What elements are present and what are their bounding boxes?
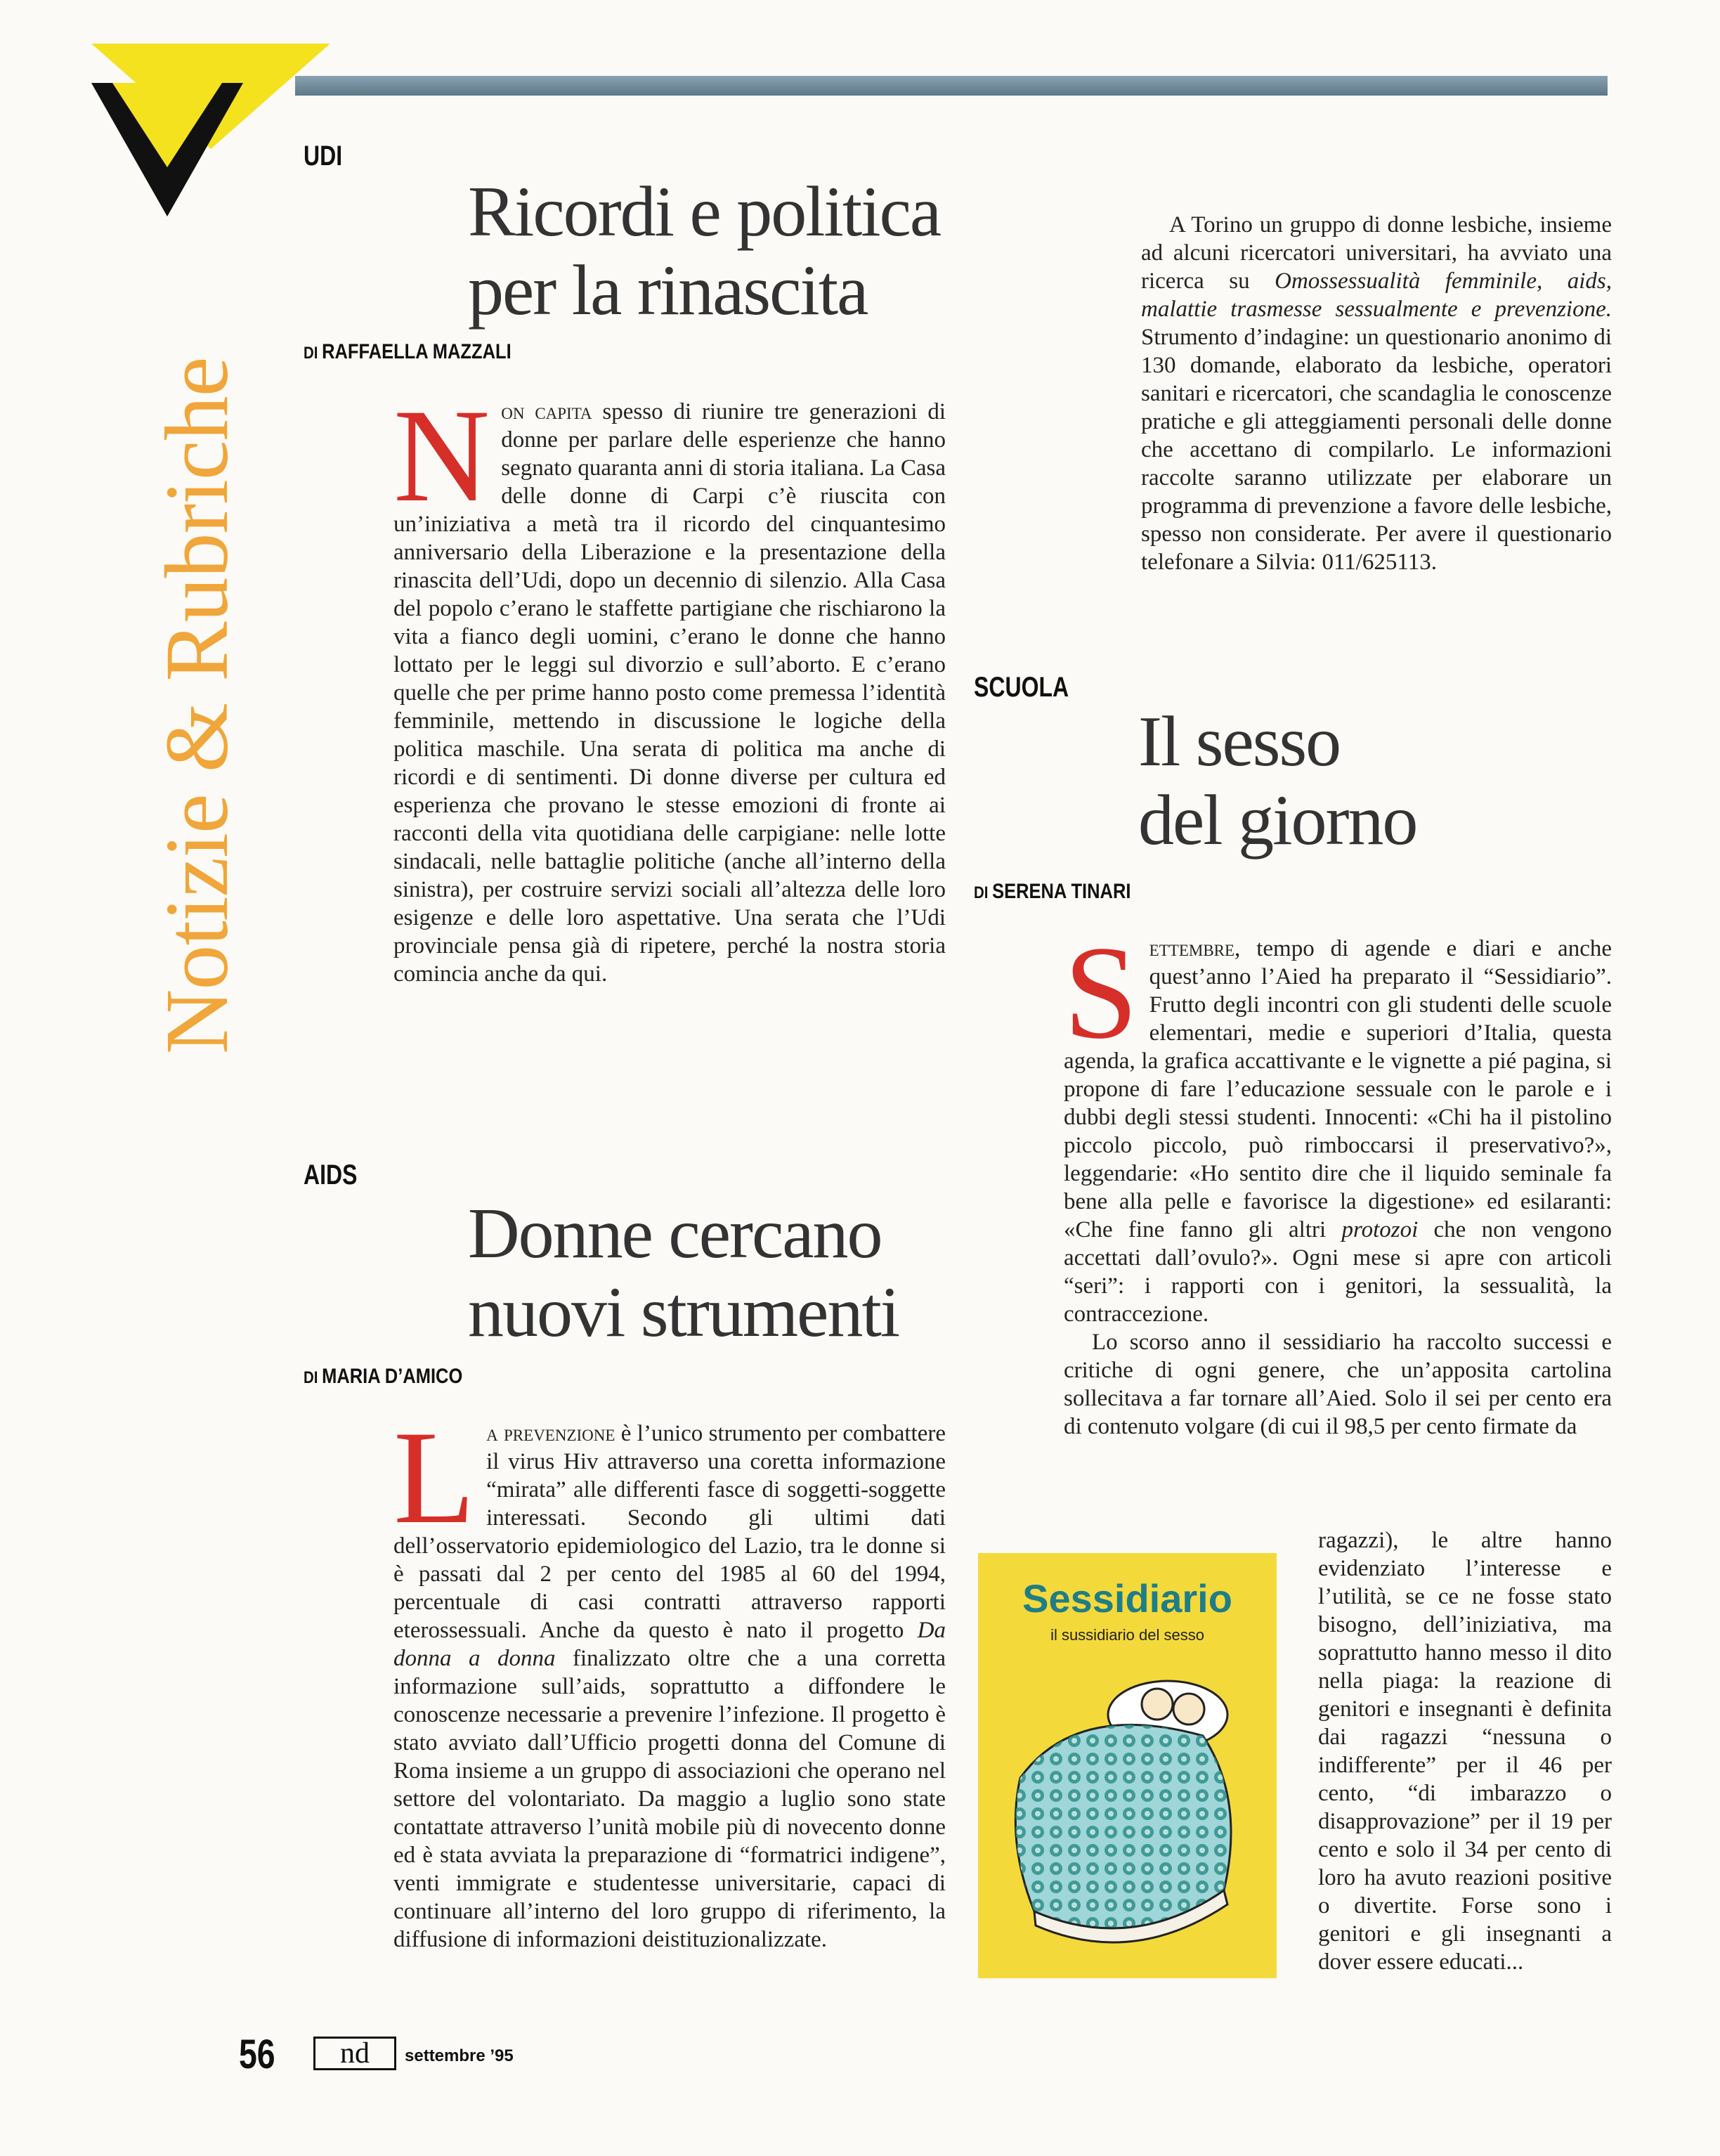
top-color-bar	[295, 76, 1608, 96]
article-body: spesso di riunire tre generazioni di donne per parlare delle esperienze che hanno segnato quaranta anni di storia italiana. La Casa delle donne di Carpi c’è riuscita con un’iniziativa a metà tra il ricordo del cinquantesimo anniversario della Liberazione e la presentazione della rinascita dell’Udi, dopo un decennio di silenzio. Alla Casa del popolo c’erano le staffette partigiane che rischiarono la vita a fianco degli uomini, c’erano le donne che hanno lottato per le leggi sul divorzio e sull’aborto. E c’erano quelle che per prime hanno posto come premessa l’identità femminile, mettendo in discussione le logiche della politica maschile. Una serata di politica ma anche di ricordi e di sentimenti. Di donne diverse per cultura ed esperienza che provano le stesse emozioni di fronte ai racconti della vita quotidiana delle carpigiane: nelle lotte sindacali, nelle battaglie politiche (anche all’interno della sinistra), per costruire servizi sociali all’altezza delle loro esigenze e delle loro aspettative. Una serata che l’Udi provinciale pensa già di ripetere, perché la nostra storia comincia anche da qui.	[393, 399, 946, 987]
article-body: tempo di agende e diari e anche quest’anno l’Aied ha preparato il “Sessidiario”. Frutto degli incontri con gli studenti delle scuole elementari, medie e superiori d’Italia, questa agenda, la grafica accattivante e le vignette a pié pagina, si propone di fare l’educazione sessuale con le parole e i dubbi degli stessi studenti. Innocenti: «Chi ha il pistolino piccolo piccolo, può rimboccarsi il preservativo?», leggendarie: «Ho sentito dire che il liquido seminale fa bene alla pelle e favorisce la digestione» ed esilaranti: «Che fine fanno gli altri	[1064, 936, 1612, 1242]
byline-prefix: DI	[304, 344, 318, 363]
article2-text-col2	[1141, 211, 1612, 576]
rubric-udi: UDI	[304, 141, 343, 171]
sessidiario-cover-image	[978, 1553, 1277, 1978]
headline-line: nuovi strumenti	[468, 1273, 899, 1352]
headline-line: per la rinascita	[468, 251, 868, 330]
byline-article2	[304, 1365, 462, 1389]
research-title: Omossessualità femminile, aids, malattie trasmesse sessualmente e prevenzione.	[1141, 268, 1612, 322]
headline-article3	[1138, 703, 1602, 860]
headline-line: Donne cercano	[468, 1194, 882, 1273]
issue-date: settembre ’95	[405, 2046, 514, 2065]
headline-line: Il sesso	[1138, 702, 1341, 781]
section-title-vertical: Notizie & Rubriche	[147, 357, 247, 1054]
rubric-scuola: SCUOLA	[974, 672, 1069, 703]
article3-text	[1064, 919, 1612, 1441]
byline-article3	[974, 880, 1131, 904]
face-shape	[1142, 1689, 1173, 1720]
cover-title: Sessidiario	[1022, 1576, 1232, 1621]
lead-in: on capita	[501, 399, 592, 424]
lead-in: ettembre,	[1149, 936, 1241, 961]
byline-prefix: DI	[974, 883, 989, 902]
blanket-pattern	[1015, 1725, 1231, 1928]
article-body: Lo scorso anno il sessidiario ha raccolto successi e critiche di ogni genere, che un’apposita cartolina sollecitava a far tornare all’Aied. Solo il sei per cento era di contenuto volgare (di cui il 98,5 per cento firmate da	[1064, 1330, 1612, 1439]
cover-subtitle: il sussidiario del sesso	[1050, 1626, 1204, 1644]
headline-line: Ricordi e politica	[468, 172, 941, 252]
headline-line: del giorno	[1138, 781, 1417, 860]
article3-text-side	[1318, 1526, 1612, 1976]
byline-author: RAFFAELLA MAZZALI	[322, 340, 512, 363]
article2-text-col1	[393, 1404, 946, 1954]
byline-author: MARIA D’AMICO	[322, 1365, 463, 1388]
byline-author: SERENA TINARI	[992, 880, 1131, 903]
byline-prefix: DI	[304, 1368, 318, 1387]
article-body: Strumento d’indagine: un questionario anonimo di 130 domande, elaborato da lesbiche, operatori sanitari e ricercatori, che scandaglia le conoscenze pratiche e gli atteggiamenti personali delle donne che accettano di compilarlo. Le informazioni raccolte saranno utilizzate per elaborare un programma di prevenzione a favore delle lesbiche, spesso non considerate. Per avere il questionario telefonare a Silvia: 011/625113.	[1141, 325, 1612, 575]
article-body: che non vengono accettati dall’ovulo?». Ogni mese si apre con articoli “seri”: i rapporti con i genitori, la sessualità, la contraccezione.	[1064, 1217, 1612, 1327]
corner-chevron-inner	[112, 83, 222, 167]
rubric-aids: AIDS	[304, 1160, 358, 1190]
headline-article1	[468, 173, 960, 330]
italic-word: protozoi	[1341, 1217, 1419, 1242]
article-body: finalizzato oltre che a una corretta informazione sull’aids, soprattutto a diffondere le conoscenze necessarie a prevenire l’infezione. Il progetto è stato avviato dall’Ufficio progetti donna del Comune di Roma insieme a un gruppo di associazioni che operano nel settore del volontariato. Da maggio a luglio sono state contattate attraverso l’unità mobile più di novecento donne ed è stata avviata la preparazione di “formatrici indigene”, venti immigrate e studentesse universitarie, capaci di continuare all’interno del loro gruppo di riferimento, la diffusione di informazioni deistituzionalizzate.	[393, 1646, 946, 1952]
article1-text	[393, 382, 946, 988]
bed-illustration	[992, 1658, 1263, 1968]
lead-in: a prevenzione	[486, 1421, 615, 1446]
dropcap: S	[1064, 919, 1138, 1067]
dropcap: N	[393, 382, 490, 530]
project-name: Da donna a donna	[393, 1618, 946, 1671]
magazine-logo: nd	[313, 2037, 396, 2070]
dropcap: L	[393, 1404, 476, 1552]
face-shape	[1173, 1694, 1204, 1725]
article-body: A Torino un gruppo di donne lesbiche, insieme ad alcuni ricercatori universitari, ha avviato una ricerca su	[1141, 212, 1612, 294]
article-body: è l’unico strumento per combattere il virus Hiv attraverso una coretta informazione “mirata” alle differenti fasce di soggetti-soggette interessati. Secondo gli ultimi dati dell’osservatorio epidemiologico del Lazio, tra le donne si è passati dal 2 per cento del 1985 al 60 del 1994, percentuale di casi contratti attraverso rapporti eterossessuali. Anche da questo è nato il progetto	[393, 1421, 946, 1643]
headline-article2	[468, 1195, 974, 1352]
page-number: 56	[239, 2032, 275, 2077]
byline-article1	[304, 340, 512, 364]
article-body: ragazzi), le altre hanno evidenziato l’interesse e l’utilità, se ce ne fosse stato bisogno, dell’iniziativa, ma soprattutto hanno messo il dito nella piaga: la reazione di genitori e insegnanti è definita dai ragazzi “nessuna o indifferente” per il 46 per cento, “di imbarazzo o disapprovazione” per il 19 per cento e solo il 34 per cento di loro ha avuto reazioni positive o divertite. Forse sono i genitori e gli insegnanti a dover essere educati...	[1318, 1528, 1612, 1975]
